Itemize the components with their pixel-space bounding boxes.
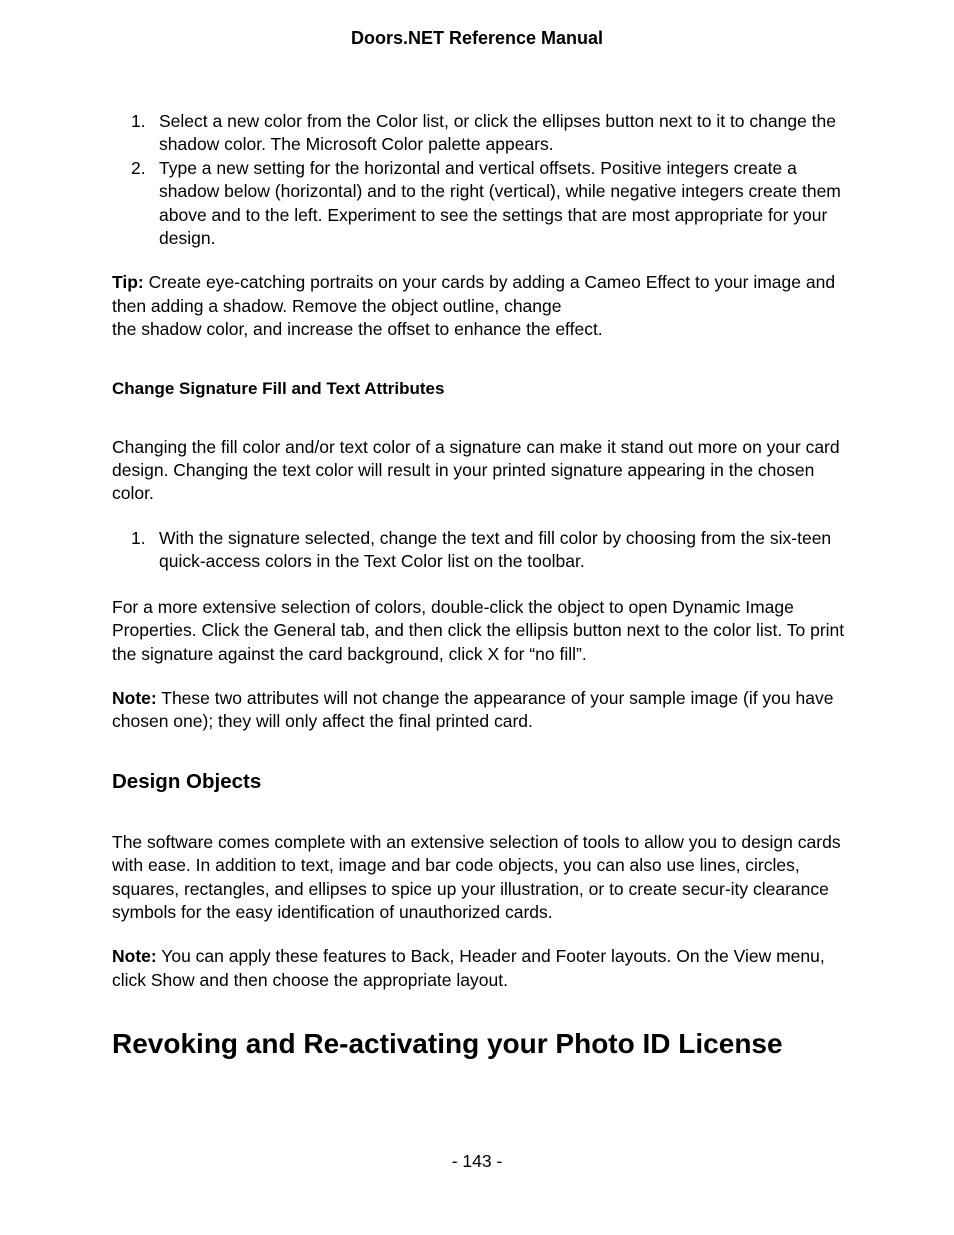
tip-label: Tip:	[112, 272, 144, 293]
list-item	[112, 110, 847, 157]
list-item	[112, 527, 847, 574]
tip-paragraph	[112, 271, 847, 341]
design-objects-paragraph: The software comes complete with an extensive selection of tools to allow you to design cards with ease. In addition to text, image and bar code objects, you can also use lines, circles, squares, rectangles, and ellipses to spice up your illustration, or to create secur-ity clearance symbols for the easy identification of unauthorized cards.	[112, 831, 841, 922]
list-item-number: 1.	[131, 527, 146, 548]
signature-steps-list	[112, 527, 847, 574]
list-item-number: 2.	[131, 157, 146, 178]
list-item	[112, 157, 847, 251]
revoking-heading: Revoking and Re-activating your Photo ID License	[112, 1028, 783, 1060]
note-text: You can apply these features to Back, Header and Footer layouts. On the View menu, click Show and then choose the appropriate layout.	[112, 946, 825, 990]
signature-colors-paragraph: For a more extensive selection of colors, double-click the object to open Dynamic Image Properties. Click the General tab, and then click the ellipsis button next to the color list. To print the signature against the card background, click X for “no fill”.	[112, 596, 845, 664]
list-item-text: Type a new setting for the horizontal and vertical offsets. Positive integers create a shadow below (horizontal) and to the right (vertical), while negative integers create them above and to the left. Experiment to see the settings that are most appropriate for your design.	[159, 157, 841, 249]
design-objects-heading: Design Objects	[112, 769, 262, 793]
page-content	[112, 110, 847, 1061]
list-item-number: 1.	[131, 111, 146, 131]
note-label: Note:	[112, 946, 157, 967]
note-label: Note:	[112, 687, 157, 708]
running-header: Doors.NET Reference Manual	[350, 28, 604, 48]
note-text: These two attributes will not change the appearance of your sample image (if you have chosen one); they will only affect the final printed card.	[112, 687, 834, 732]
signature-note-paragraph	[112, 687, 847, 734]
signature-heading: Change Signature Fill and Text Attributes	[112, 378, 445, 398]
page-number: - 143 -	[451, 1151, 503, 1171]
tip-text-continued: the shadow color, and increase the offset to enhance the effect.	[112, 319, 603, 340]
color-steps-list	[112, 110, 847, 250]
signature-intro-paragraph: Changing the fill color and/or text color of a signature can make it stand out more on your card design. Changing the text color will result in your printed signature appearing in the chosen color.	[112, 436, 840, 504]
design-note-paragraph	[112, 945, 847, 992]
list-item-text: Select a new color from the Color list, or click the ellipses button next to it to change the shadow color. The Microsoft Color palette appears.	[159, 111, 837, 155]
tip-text: Create eye-catching portraits on your cards by adding a Cameo Effect to your image and then adding a shadow. Remove the object outline, change	[112, 272, 836, 316]
list-item-text: With the signature selected, change the text and fill color by choosing from the six-teen quick-access colors in the Text Color list on the toolbar.	[159, 527, 832, 572]
